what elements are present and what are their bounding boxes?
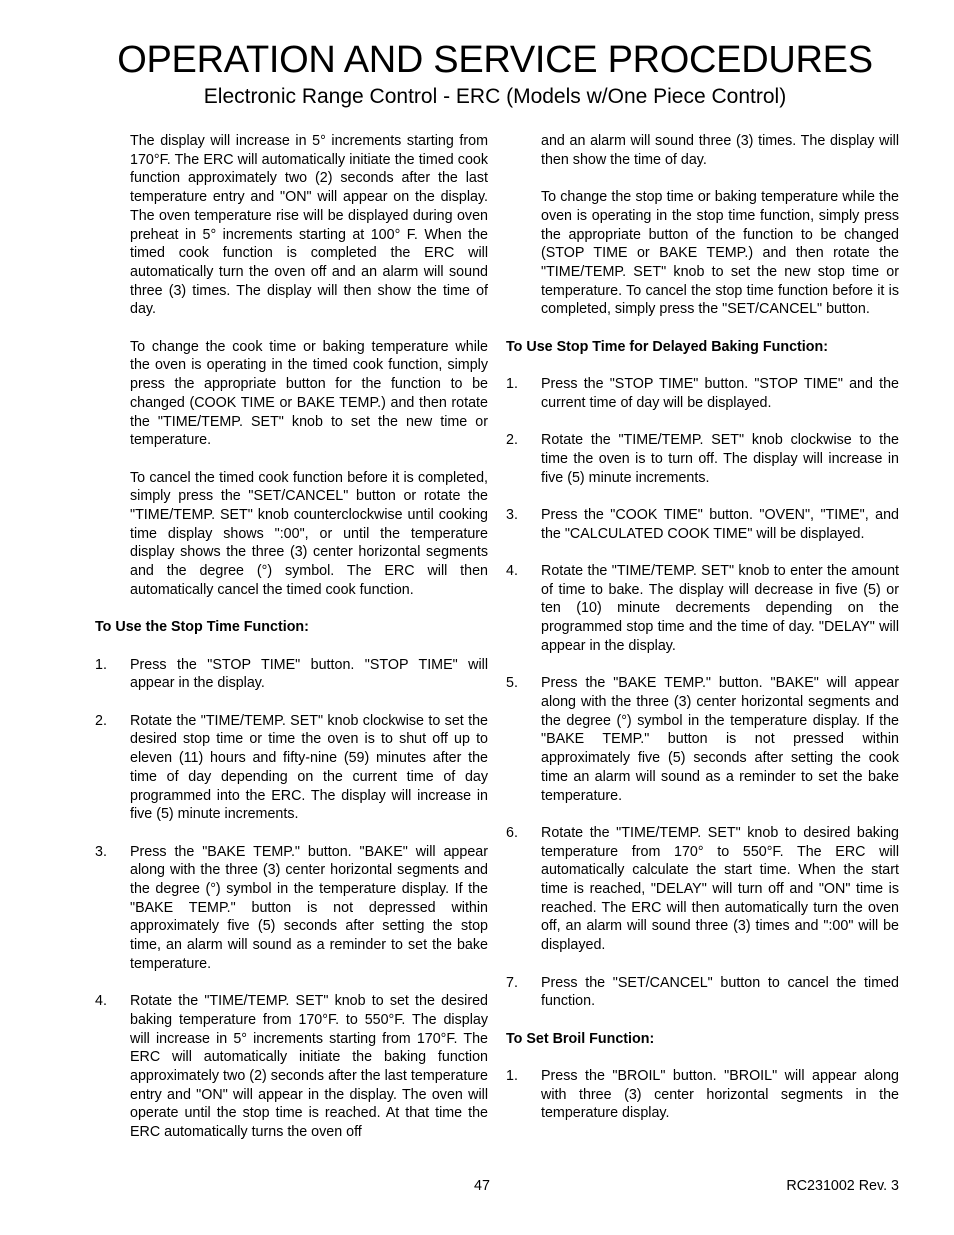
- list-number: 1.: [95, 656, 107, 673]
- list-item: [95, 656, 488, 693]
- list-item: [506, 431, 899, 487]
- page-title: OPERATION AND SERVICE PROCEDURES: [117, 39, 873, 81]
- list-item: [95, 843, 488, 974]
- list-number: 6.: [506, 824, 518, 841]
- right-column: [506, 132, 899, 1142]
- list-text: Press the "BAKE TEMP." button. "BAKE" will appear along with the three (3) center horizontal segments and the degree (°) symbol in the temperature display. If the "BAKE TEMP." button is not pressed within approximately five (5) seconds after setting the cook time an alarm will sound as a reminder to set the bake temperature.: [541, 675, 899, 804]
- section-heading-stop-time: To Use the Stop Time Function:: [95, 619, 309, 636]
- list-item: [95, 712, 488, 824]
- list-text: Press the "STOP TIME" button. "STOP TIME" and the current time of day will be displayed.: [541, 376, 899, 411]
- list-item: [95, 992, 488, 1142]
- paragraph: To cancel the timed cook function before it is completed, simply press the "SET/CANCEL" button or rotate the "TIME/TEMP. SET" knob counterclockwise until cooking time display shows ":00", or until the temperature display shows the three (3) center horizontal segments and the degree (°) symbol. The ERC will then automatically cancel the timed cook function.: [130, 469, 488, 598]
- list-text: Press the "BAKE TEMP." button. "BAKE" will appear along with the three (3) center horizontal segments and the degree (°) symbol in the temperature display. If the "BAKE TEMP." button is not depressed within approximately five (5) seconds after setting the stop time, an alarm will sound as a reminder to set the bake temperature.: [130, 843, 488, 972]
- list-text: Rotate the "TIME/TEMP. SET" knob to desired baking temperature from 170° to 550°F. The ERC will automatically calculate the start time. When the start time is reached, "DELAY" will turn off and "ON" time is reached. The ERC will then automatically turn the oven off, an alarm will sound three (3) times and ":00" will be displayed.: [541, 824, 899, 954]
- list-number: 2.: [506, 432, 518, 449]
- list-number: 1.: [506, 376, 518, 393]
- list-text: Press the "COOK TIME" button. "OVEN", "TIME", and the "CALCULATED COOK TIME" will be displayed.: [541, 506, 899, 542]
- section-heading-broil: To Set Broil Function:: [506, 1030, 655, 1047]
- paragraph: The display will increase in 5° increments starting from 170°F. The ERC will automatically initiate the timed cook function approximately two (2) seconds after the last temperature entry and "ON" will appear on the display. The oven temperature rise will be displayed during oven preheat in 5° increments starting at 100° F. When the timed cook function is completed the ERC will automatically turn the oven off and an alarm will sound three (3) times. The display will then show the time of day.: [130, 133, 488, 318]
- list-text: Press the "SET/CANCEL" button to cancel the timed function.: [541, 974, 899, 1010]
- paragraph: To change the stop time or baking temperature while the oven is operating in the stop time function, simply press the appropriate button of the function to be changed (STOP TIME or BAKE TEMP.) and then rotate the "TIME/TEMP. SET" knob to set the new stop time or temperature. To cancel the stop time function before it is completed, simply press the "SET/CANCEL" button.: [541, 189, 899, 318]
- list-text: Rotate the "TIME/TEMP. SET" knob clockwise to set the desired stop time or time the oven is to shut off up to eleven (11) hours and fifty-nine (59) minutes after the time of day depending on the current time of day programmed into the ERC. The display will increase in five (5) minute increments.: [130, 712, 488, 823]
- list-text: Press the "BROIL" button. "BROIL" will appear along with three (3) center horizontal segments in the temperature display.: [541, 1067, 899, 1122]
- list-number: 1.: [506, 1067, 518, 1084]
- list-text: Rotate the "TIME/TEMP. SET" knob to enter the amount of time to bake. The display will decrease in five (5) or ten (10) minute decrements depending on the programmed stop time and the time of day. "DELAY" will appear in the display.: [541, 563, 899, 654]
- page-subtitle: Electronic Range Control - ERC (Models w/One Piece Control): [203, 85, 787, 108]
- list-item: [506, 674, 899, 805]
- list-text: Rotate the "TIME/TEMP. SET" knob to set the desired baking temperature from 170°F. to 550°F. The display will increase in 5° increments starting from 170°F. The ERC will automatically initiate the baking function approximately two (2) seconds after the last temperature entry and "ON" will appear in the display. The oven will operate until the stop time is reached. At that time the ERC automatically turns the oven off: [130, 993, 488, 1141]
- paragraph: To change the cook time or baking temperature while the oven is operating in the timed cook function, simply press the appropriate button for the function to be changed (COOK TIME or BAKE TEMP.) and then rotate the "TIME/TEMP. SET" knob to set the new time or temperature.: [130, 338, 488, 449]
- list-item: [506, 824, 899, 955]
- list-number: 7.: [506, 974, 518, 991]
- document-code: RC231002 Rev. 3: [786, 1178, 899, 1194]
- page-number: 47: [474, 1178, 490, 1194]
- list-number: 3.: [95, 843, 107, 860]
- list-number: 2.: [95, 712, 107, 729]
- section-heading-delayed-baking: To Use Stop Time for Delayed Baking Function:: [506, 338, 828, 355]
- list-item: [506, 506, 899, 543]
- list-text: Press the "STOP TIME" button. "STOP TIME" will appear in the display.: [130, 656, 488, 692]
- list-number: 3.: [506, 506, 518, 523]
- list-number: 4.: [506, 563, 518, 580]
- list-number: 4.: [95, 993, 107, 1010]
- list-item: [506, 1067, 899, 1123]
- list-text: Rotate the "TIME/TEMP. SET" knob clockwise to the time the oven is to turn off. The display will increase in five (5) minute increments.: [541, 432, 899, 486]
- list-item: [506, 974, 899, 1011]
- list-number: 5.: [506, 675, 518, 692]
- list-item: [506, 375, 899, 412]
- paragraph: and an alarm will sound three (3) times. The display will then show the time of day.: [541, 133, 899, 168]
- list-item: [506, 562, 899, 656]
- left-column: [95, 132, 488, 1161]
